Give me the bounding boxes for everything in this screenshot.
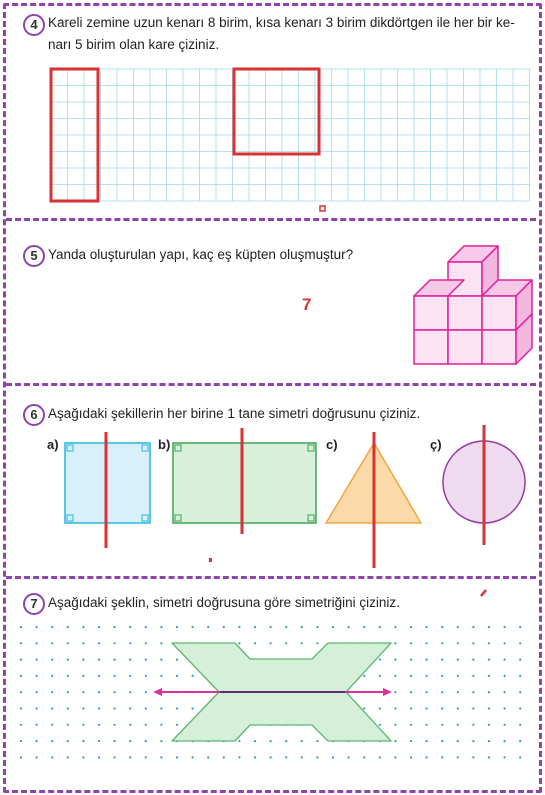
grid-dot	[160, 707, 162, 709]
grid-dot	[82, 691, 84, 693]
grid-dot	[114, 642, 116, 644]
grid-dot	[285, 626, 287, 628]
grid-dot	[363, 675, 365, 677]
grid-dot	[472, 675, 474, 677]
grid-dot	[192, 626, 194, 628]
grid-dot	[67, 740, 69, 742]
grid-dot	[114, 707, 116, 709]
grid-dot	[472, 642, 474, 644]
grid-dot	[410, 740, 412, 742]
grid-dot	[129, 659, 131, 661]
grid-dot	[270, 756, 272, 758]
grid-dot	[301, 756, 303, 758]
grid-dot	[410, 675, 412, 677]
grid-dot	[488, 724, 490, 726]
grid-dot	[36, 740, 38, 742]
drawn-square	[234, 69, 319, 154]
grid-dot	[254, 626, 256, 628]
grid-dot	[20, 626, 22, 628]
grid-dot	[51, 691, 53, 693]
grid-dot	[238, 626, 240, 628]
grid-dot	[519, 659, 521, 661]
grid-dot	[301, 626, 303, 628]
shape-b-rectangle	[173, 443, 316, 523]
label-cc: ç)	[430, 437, 442, 452]
grid-dot	[426, 626, 428, 628]
grid-dot	[145, 659, 147, 661]
axis-arrow-right	[383, 688, 392, 696]
grid-dot	[379, 724, 381, 726]
grid-dot	[20, 659, 22, 661]
grid-dot	[270, 642, 272, 644]
grid-dot	[223, 756, 225, 758]
grid-dot	[20, 740, 22, 742]
stray-mark	[320, 206, 325, 211]
grid-dot	[332, 626, 334, 628]
grid-dot	[129, 740, 131, 742]
grid-dot	[67, 675, 69, 677]
grid-dot	[457, 707, 459, 709]
grid-dot	[441, 756, 443, 758]
grid-dot	[410, 626, 412, 628]
grid-dot	[20, 691, 22, 693]
grid-dot	[488, 740, 490, 742]
grid-dot	[472, 691, 474, 693]
grid-dot	[441, 724, 443, 726]
grid-dot	[316, 740, 318, 742]
grid-dot	[98, 740, 100, 742]
grid-dot	[394, 707, 396, 709]
grid-dot	[67, 691, 69, 693]
label-b: b)	[158, 437, 171, 452]
grid-dot	[176, 626, 178, 628]
grid-dot	[504, 675, 506, 677]
grid-dot	[472, 707, 474, 709]
grid-dot	[363, 707, 365, 709]
grid-dot	[379, 675, 381, 677]
grid-dot	[316, 642, 318, 644]
grid-dot	[316, 756, 318, 758]
grid-dot	[472, 756, 474, 758]
grid-dot	[394, 740, 396, 742]
grid-dot	[82, 740, 84, 742]
grid-dot	[238, 642, 240, 644]
question-6-number: 6	[23, 404, 45, 426]
grid-dot	[488, 675, 490, 677]
grid-dot	[67, 626, 69, 628]
grid-dot	[98, 707, 100, 709]
grid-dot	[316, 626, 318, 628]
grid-dot	[254, 642, 256, 644]
grid-dot	[145, 756, 147, 758]
grid-dot	[67, 756, 69, 758]
grid-dot	[504, 691, 506, 693]
grid-dot	[145, 724, 147, 726]
grid-dot	[82, 626, 84, 628]
grid-dot	[457, 642, 459, 644]
grid-dot	[145, 691, 147, 693]
grid-dot	[426, 724, 428, 726]
grid-dot	[394, 756, 396, 758]
grid-dot	[504, 642, 506, 644]
grid-dot	[51, 642, 53, 644]
grid-dot	[457, 659, 459, 661]
grid-dot	[410, 724, 412, 726]
grid-dot	[114, 659, 116, 661]
grid-dot	[394, 626, 396, 628]
grid-dot	[192, 707, 194, 709]
grid-dot	[36, 659, 38, 661]
grid-dot	[176, 659, 178, 661]
question-4-line-1: Kareli zemine uzun kenarı 8 birim, kısa kenarı 3 birim dikdörtgen ile her bir ke-	[48, 15, 515, 30]
grid-dot	[504, 659, 506, 661]
grid-dot	[176, 724, 178, 726]
grid-dot	[82, 675, 84, 677]
grid-dot	[114, 756, 116, 758]
grid-dot	[441, 691, 443, 693]
grid-dot	[36, 691, 38, 693]
grid-dot	[519, 691, 521, 693]
grid-dot	[504, 740, 506, 742]
grid-dot	[519, 642, 521, 644]
grid-dot	[82, 724, 84, 726]
grid-dot	[472, 724, 474, 726]
question-5-answer: 7	[302, 295, 312, 314]
grid-dot	[114, 626, 116, 628]
question-5-number: 5	[23, 245, 45, 267]
grid-dot	[114, 740, 116, 742]
grid-dot	[114, 724, 116, 726]
grid-dot	[67, 659, 69, 661]
grid-dot	[160, 724, 162, 726]
question-7-number: 7	[23, 593, 45, 615]
grid-dot	[207, 626, 209, 628]
grid-dot	[379, 626, 381, 628]
grid-dot	[348, 626, 350, 628]
grid-dot	[98, 675, 100, 677]
grid-dot	[67, 707, 69, 709]
grid-dot	[20, 642, 22, 644]
grid-dot	[129, 707, 131, 709]
grid-dot	[472, 659, 474, 661]
square-grid	[51, 69, 530, 201]
grid-dot	[51, 756, 53, 758]
grid-dot	[441, 642, 443, 644]
grid-dot	[145, 675, 147, 677]
stray-dot	[209, 558, 212, 562]
grid-dot	[98, 659, 100, 661]
cube-structure	[414, 246, 532, 364]
grid-dot	[20, 756, 22, 758]
grid-dot	[519, 707, 521, 709]
grid-dot	[20, 675, 22, 677]
grid-dot	[379, 707, 381, 709]
stray-tick	[481, 590, 486, 596]
grid-dot	[129, 724, 131, 726]
grid-dot	[51, 659, 53, 661]
grid-dot	[129, 642, 131, 644]
grid-dot	[504, 707, 506, 709]
grid-dot	[98, 626, 100, 628]
grid-dot	[254, 756, 256, 758]
grid-dot	[36, 707, 38, 709]
grid-dot	[160, 642, 162, 644]
grid-dot	[270, 740, 272, 742]
grid-dot	[379, 756, 381, 758]
grid-dot	[488, 642, 490, 644]
grid-dot	[285, 756, 287, 758]
grid-dot	[129, 626, 131, 628]
grid-dot	[51, 675, 53, 677]
grid-dot	[285, 740, 287, 742]
grid-dot	[82, 707, 84, 709]
grid-dot	[426, 756, 428, 758]
grid-dot	[519, 740, 521, 742]
grid-dot	[394, 642, 396, 644]
grid-dot	[254, 740, 256, 742]
grid-dot	[20, 724, 22, 726]
grid-dot	[51, 626, 53, 628]
grid-dot	[51, 740, 53, 742]
grid-dot	[457, 675, 459, 677]
grid-dot	[145, 740, 147, 742]
grid-dot	[145, 626, 147, 628]
grid-dot	[519, 626, 521, 628]
grid-dot	[394, 691, 396, 693]
grid-dot	[114, 691, 116, 693]
grid-dot	[160, 675, 162, 677]
grid-dot	[98, 691, 100, 693]
grid-dot	[457, 756, 459, 758]
grid-dot	[348, 756, 350, 758]
grid-dot	[410, 691, 412, 693]
grid-dot	[426, 642, 428, 644]
grid-dot	[410, 659, 412, 661]
grid-dot	[519, 675, 521, 677]
grid-dot	[488, 707, 490, 709]
grid-dot	[488, 691, 490, 693]
grid-dot	[472, 740, 474, 742]
grid-dot	[519, 756, 521, 758]
grid-dot	[332, 756, 334, 758]
grid-dot	[410, 642, 412, 644]
grid-dot	[363, 626, 365, 628]
grid-dot	[192, 756, 194, 758]
grid-dot	[394, 675, 396, 677]
grid-dot	[504, 724, 506, 726]
grid-dot	[457, 691, 459, 693]
grid-dot	[426, 707, 428, 709]
grid-dot	[36, 756, 38, 758]
grid-dot	[67, 724, 69, 726]
grid-dot	[441, 740, 443, 742]
grid-dot	[504, 626, 506, 628]
grid-dot	[36, 626, 38, 628]
grid-dot	[145, 642, 147, 644]
grid-dot	[285, 642, 287, 644]
grid-dot	[472, 626, 474, 628]
grid-dot	[176, 707, 178, 709]
question-7-text: Aşağıdaki şeklin, simetri doğrusuna göre simetriğini çiziniz.	[48, 595, 400, 610]
grid-dot	[426, 740, 428, 742]
label-c: c)	[326, 437, 338, 452]
grid-dot	[223, 626, 225, 628]
grid-dot	[457, 740, 459, 742]
grid-dot	[114, 675, 116, 677]
grid-dot	[238, 740, 240, 742]
grid-dot	[160, 659, 162, 661]
grid-dot	[160, 626, 162, 628]
grid-dot	[129, 756, 131, 758]
grid-dot	[488, 756, 490, 758]
grid-dot	[457, 724, 459, 726]
grid-dot	[301, 740, 303, 742]
grid-dot	[160, 756, 162, 758]
grid-dot	[441, 626, 443, 628]
grid-dot	[20, 707, 22, 709]
grid-dot	[426, 675, 428, 677]
grid-dot	[98, 756, 100, 758]
grid-dot	[394, 659, 396, 661]
grid-dot	[51, 707, 53, 709]
grid-dot	[301, 642, 303, 644]
grid-dot	[488, 626, 490, 628]
grid-dot	[36, 675, 38, 677]
grid-dot	[176, 756, 178, 758]
grid-dot	[394, 724, 396, 726]
question-6-text: Aşağıdaki şekillerin her birine 1 tane simetri doğrusunu çiziniz.	[48, 406, 421, 421]
grid-dot	[504, 756, 506, 758]
grid-dot	[129, 675, 131, 677]
question-5-text: Yanda oluşturulan yapı, kaç eş küpten oluşmuştur?	[48, 247, 354, 262]
grid-dot	[129, 691, 131, 693]
grid-dot	[488, 659, 490, 661]
grid-dot	[410, 756, 412, 758]
grid-dot	[160, 740, 162, 742]
grid-dot	[379, 659, 381, 661]
axis-arrow-left	[153, 688, 162, 696]
grid-dot	[410, 707, 412, 709]
grid-dot	[441, 659, 443, 661]
question-4-number: 4	[23, 14, 45, 36]
question-4-line-2: narı 5 birim olan kare çiziniz.	[48, 37, 220, 52]
grid-dot	[441, 707, 443, 709]
grid-dot	[363, 756, 365, 758]
grid-dot	[519, 724, 521, 726]
grid-dot	[51, 724, 53, 726]
grid-dot	[82, 642, 84, 644]
grid-dot	[82, 659, 84, 661]
grid-dot	[207, 756, 209, 758]
grid-dot	[192, 675, 194, 677]
grid-dot	[426, 659, 428, 661]
grid-dot	[36, 642, 38, 644]
grid-dot	[238, 756, 240, 758]
grid-dot	[457, 626, 459, 628]
grid-dot	[176, 675, 178, 677]
grid-dot	[67, 642, 69, 644]
grid-dot	[426, 691, 428, 693]
grid-dot	[98, 724, 100, 726]
grid-dot	[441, 675, 443, 677]
label-a: a)	[47, 437, 59, 452]
grid-dot	[82, 756, 84, 758]
grid-dot	[98, 642, 100, 644]
grid-dot	[270, 626, 272, 628]
grid-dot	[36, 724, 38, 726]
grid-dot	[145, 707, 147, 709]
